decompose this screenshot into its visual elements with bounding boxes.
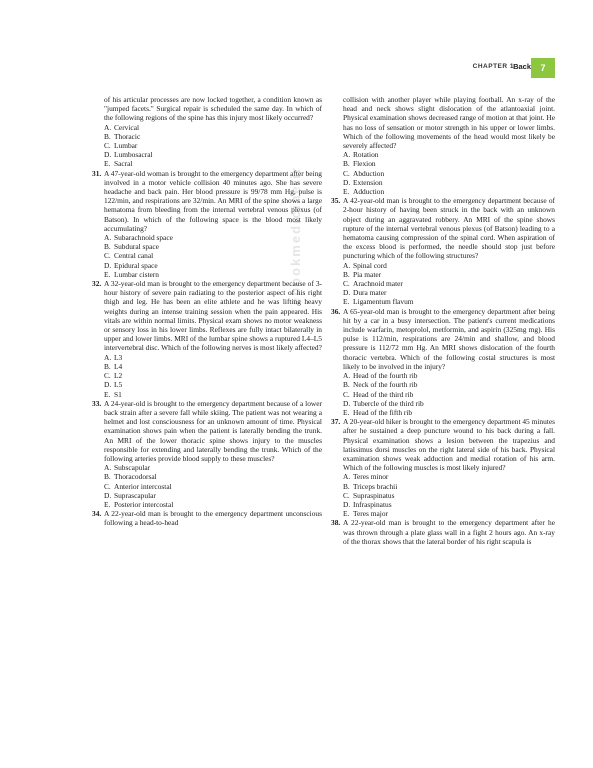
- answer-option: E. Posterior intercostal: [104, 499, 174, 509]
- question-number: 37.: [331, 417, 341, 427]
- answer-option: B. L4: [104, 361, 123, 371]
- question-number: 34.: [92, 509, 102, 519]
- answer-option: B. Pia mater: [343, 269, 382, 279]
- question-stem: 35. A 42-year-old man is brought to the emergency department because of 2-hour history of having been struck in the back with an unknown object during an aggravated robbery. An MRI of the spine shows rupture of the internal vertebral venous plexus (of Batson) leading to a hematoma causing compression of the spinal cord. When aspiration of the excess blood is performed, the needle should stop just before puncturing which of the following structures?: [331, 196, 555, 261]
- answer-option: B. Triceps brachii: [343, 481, 398, 491]
- page-header: [0, 58, 593, 78]
- answer-option: A. Cervical: [104, 122, 140, 132]
- question-32: [92, 279, 322, 399]
- answer-option: A. Head of the fourth rib: [343, 371, 418, 381]
- question-stem: 37. A 20-year-old hiker is brought to the emergency department 45 minutes after he sustained a deep puncture wound to his back during a fall. Physical examination shows a lesion between the trapezius and latissimus dorsi muscles on the right lateral side of his back. Physical examination shows weak adduction and medial rotation of his arm. Which of the following muscles is most likely injured?: [331, 417, 555, 473]
- answer-option: E. Lumbar cistern: [104, 269, 159, 279]
- question-31: [92, 169, 322, 279]
- answer-option: E. Head of the fifth rib: [343, 407, 413, 417]
- question-stem: 36. A 65-year-old man is brought to the emergency department after being hit by a car in a busy intersection. The patient's current medications include warfarin, metoprolol, metformin, and aspirin (325mg mg). His pulse is 112/min, respirations are 24/min and shallow, and blood pressure is 112/72 mm Hg. An MRI shows dislocation of the fourth thoracic vertebra. Which of the following costal structures is most likely to be involved in the injury?: [331, 306, 555, 371]
- watermark: ebookmedicine.ir: [288, 166, 303, 305]
- question-options: [343, 371, 555, 417]
- continued-question-options: [343, 150, 555, 196]
- answer-option: C. Lumbar: [104, 141, 138, 151]
- answer-option: A. Subscapular: [104, 463, 151, 473]
- question-stem: 34. A 22-year-old man is brought to the emergency department unconscious following a head-to-head: [92, 509, 322, 528]
- answer-option: B. Neck of the fourth rib: [343, 380, 418, 390]
- answer-option: D. Epidural space: [104, 260, 158, 270]
- answer-option: D. Extension: [343, 177, 383, 187]
- answer-option: E. Sacral: [104, 159, 133, 169]
- answer-option: D. L5: [104, 380, 123, 390]
- answer-option: D. Tubercle of the third rib: [343, 398, 424, 408]
- question-options: [104, 463, 322, 509]
- answer-option: C. Central canal: [104, 251, 154, 261]
- question-stem: 33. A 24-year-old is brought to the emergency department because of a lower back strain after a severe fall while skiing. The patient was not wearing a helmet and lost consciousness for an unknown amount of time. Physical examination shows pain when the patient is laterally bending the trunk. An MRI of the lower thoracic spine shows injury to the muscles responsible for extending and laterally bending the trunk. Which of the following arteries provide blood supply to these muscles?: [92, 398, 322, 463]
- question-number: 32.: [92, 279, 102, 289]
- question-34: [92, 509, 322, 527]
- answer-option: A. L3: [104, 352, 123, 362]
- question-number: 33.: [92, 398, 102, 408]
- question-number: 38.: [331, 518, 341, 528]
- question-stem: 31. A 47-year-old woman is brought to the emergency department after being involved in a motor vehicle collision 40 minutes ago. She has severe headache and back pain. Her blood pressure is 99/78 mm Hg, pulse is 122/min, and respirations are 32/min. An MRI of the spine shows a large hematoma from bleeding from the internal vertebral venous plexus (of Batson). In which of the following space is the blood most likely accumulating?: [92, 168, 322, 233]
- answer-option: A. Spinal cord: [343, 260, 387, 270]
- answer-option: B. Thoracic: [104, 131, 141, 141]
- answer-option: D. Lumbosacral: [104, 150, 153, 160]
- question-number: 35.: [331, 196, 341, 206]
- question-options: [343, 472, 555, 518]
- question-options: [104, 353, 322, 399]
- answer-option: C. Head of the third rib: [343, 389, 414, 399]
- question-36: [331, 307, 555, 417]
- continued-question-options: [104, 123, 322, 169]
- right-column: [331, 95, 555, 546]
- page-number-tab: 7: [531, 58, 555, 78]
- left-column: [92, 95, 322, 528]
- continued-question-stem: collision with another player while playing football. An x-ray of the head and neck shows slight dislocation of the atlantoaxial joint. Physical examination shows decreased range of motion at that joint. He has no loss of sensation or motor strength in his upper or lower limbs. Which of the following movements of the head would most likely be severely affected?: [343, 95, 555, 151]
- question-35: [331, 196, 555, 306]
- answer-option: B. Flexion: [343, 159, 376, 169]
- question-38: [331, 518, 555, 546]
- answer-option: D. Suprascapular: [104, 490, 156, 500]
- question-33: [92, 399, 322, 509]
- question-options: [343, 261, 555, 307]
- question-stem: 32. A 32-year-old man is brought to the emergency department because of 3-hour history of severe pain radiating to the posterior aspect of his right thigh and leg. He has been an elite athlete and he was lifting heavy weights during an intense training session when the pain appeared. His vitals are within normal limits. Physical exam shows no motor weakness or sensory loss in his lower limbs. Reflexes are fully intact bilaterally in upper and lower limbs. MRI of the lumbar spine shows a ruptured L4–L5 intervertebral disc. Which of the following nerves is most likely affected?: [92, 279, 322, 353]
- answer-option: A. Subarachnoid space: [104, 233, 173, 243]
- answer-option: A. Rotation: [343, 150, 379, 160]
- answer-option: C. Arachnoid mater: [343, 279, 403, 289]
- section-title: Back: [513, 62, 531, 71]
- chapter-label: CHAPTER 1: [472, 63, 514, 70]
- question-number: 31.: [92, 168, 102, 178]
- answer-option: E. S1: [104, 389, 122, 399]
- answer-option: A. Teres minor: [343, 472, 389, 482]
- question-stem: 38. A 22-year-old man is brought to the emergency department after he was thrown through a plate glass wall in a fight 2 hours ago. An x-ray of the thorax shows that the lateral border of his right scapula is: [331, 518, 555, 546]
- continued-question-stem: of his articular processes are now locked together, a condition known as "jumped facets." Surgical repair is scheduled the same day. In which of the following regions of the spine has this injury most likely occurred?: [104, 95, 322, 123]
- answer-option: C. Abduction: [343, 168, 385, 178]
- answer-option: C. L2: [104, 371, 123, 381]
- answer-option: D. Dura mater: [343, 288, 387, 298]
- answer-option: C. Anterior intercostal: [104, 481, 172, 491]
- question-number: 36.: [331, 306, 341, 316]
- answer-option: E. Teres major: [343, 509, 388, 519]
- answer-option: B. Thoracodorsal: [104, 472, 157, 482]
- answer-option: C. Supraspinatus: [343, 490, 395, 500]
- answer-option: E. Adduction: [343, 187, 385, 197]
- answer-option: E. Ligamentum flavum: [343, 297, 414, 307]
- question-options: [104, 233, 322, 279]
- question-37: [331, 417, 555, 518]
- answer-option: B. Subdural space: [104, 242, 159, 252]
- answer-option: D. Infraspinatus: [343, 499, 392, 509]
